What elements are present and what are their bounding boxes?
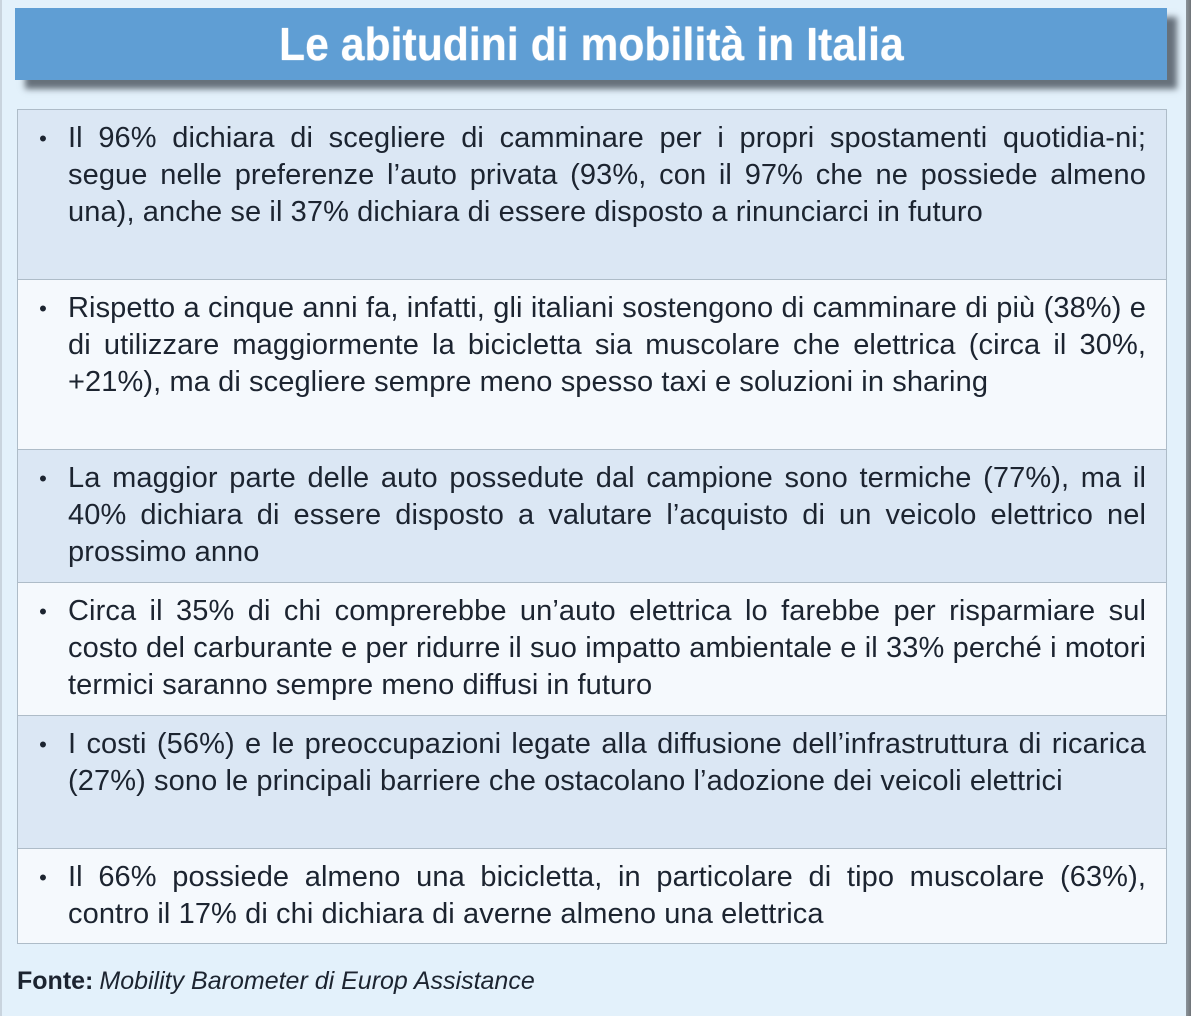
list-item <box>18 583 1166 716</box>
list-item-text: Il 66% possiede almeno una bicicletta, in particolare di tipo muscolare (63%), contro il 17% di chi dichiara di averne almeno una elettrica <box>68 861 1146 930</box>
list-item <box>18 716 1166 849</box>
list-item <box>18 280 1166 450</box>
list-item <box>18 450 1166 583</box>
list-item-text: Circa il 35% di chi comprerebbe un’auto elettrica lo farebbe per risparmiare sul costo del carburante e per ridurre il suo impatto ambientale e il 33% perché i motori termici saranno sempre meno diffusi in futuro <box>68 595 1146 701</box>
source-text: Mobility Barometer di Europ Assistance <box>99 967 535 995</box>
list-item <box>18 849 1166 943</box>
list-item <box>18 110 1166 280</box>
bullet-icon: • <box>39 865 47 890</box>
bullet-icon: • <box>39 466 47 491</box>
bullet-icon: • <box>39 296 47 321</box>
list-item-text: I costi (56%) e le preoccupazioni legate alla diffusione dell’infrastruttura di ricarica (27%) sono le principali barriere che ostacolano l’adozione dei veicoli elettrici <box>68 728 1146 797</box>
list-item-text: Il 96% dichiara di scegliere di camminare per i propri spostamenti quotidia-ni; segue nelle preferenze l’auto privata (93%, con il 97% che ne possiede almeno una), anche se il 37% dichiara di essere disposto a rinunciarci in futuro <box>68 122 1146 228</box>
bullet-icon: • <box>39 126 47 151</box>
right-border <box>1186 0 1191 1016</box>
bullet-list <box>17 109 1167 944</box>
list-item-text: La maggior parte delle auto possedute dal campione sono termiche (77%), ma il 40% dichiara di essere disposto a valutare l’acquisto di un veicolo elettrico nel prossimo anno <box>68 462 1146 568</box>
title-banner <box>15 8 1167 80</box>
source-label: Fonte: <box>17 967 94 995</box>
source-citation <box>17 967 535 996</box>
bullet-icon: • <box>39 599 47 624</box>
list-item-text: Rispetto a cinque anni fa, infatti, gli italiani sostengono di camminare di più (38%) e di utilizzare maggiormente la bicicletta sia muscolare che elettrica (circa il 30%, +21%), ma di scegliere sempre meno spesso taxi e soluzioni in sharing <box>68 292 1146 398</box>
bullet-icon: • <box>39 732 47 757</box>
page-title: Le abitudini di mobilità in Italia <box>278 18 904 70</box>
left-border <box>0 0 2 1016</box>
